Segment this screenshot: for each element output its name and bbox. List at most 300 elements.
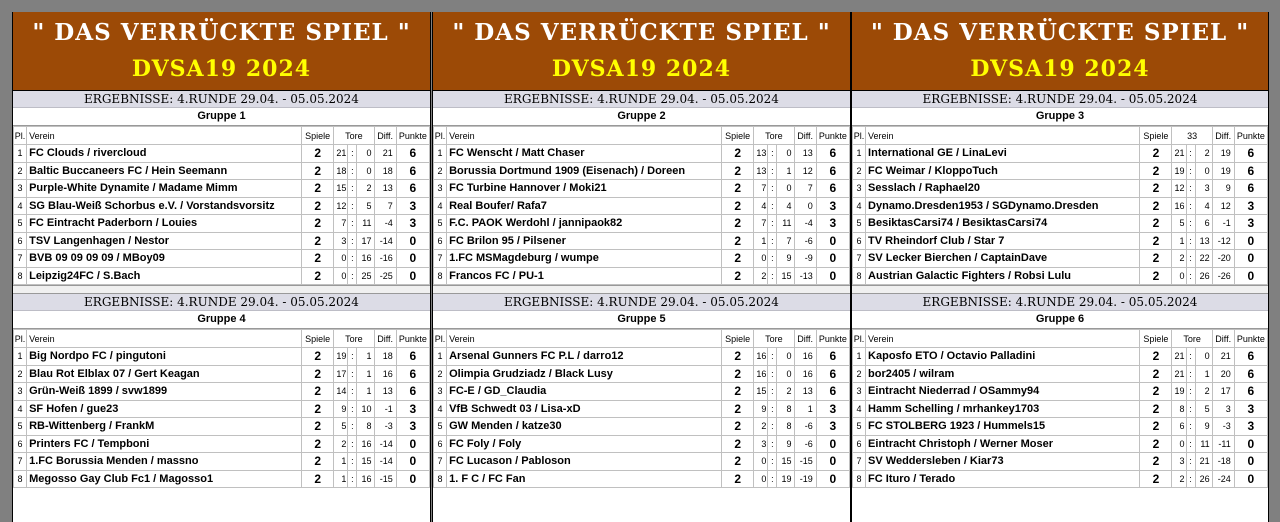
goals-against-cell: 4	[777, 197, 794, 215]
goals-for-cell: 2	[334, 435, 348, 453]
goals-against-cell: 25	[357, 267, 374, 285]
standings-table	[852, 126, 1268, 285]
goals-against-cell: 11	[1195, 435, 1212, 453]
col-header-diff: Diff.	[794, 330, 816, 348]
team-cell: Austrian Galactic Fighters / Robsi Lulu	[866, 267, 1140, 285]
diff-cell: 16	[794, 365, 816, 383]
goals-against-cell: 8	[357, 418, 374, 436]
goals-colon: :	[1186, 435, 1195, 453]
table-row	[14, 145, 430, 163]
points-cell: 3	[1234, 197, 1267, 215]
goals-colon: :	[348, 197, 357, 215]
points-cell: 3	[1234, 215, 1267, 233]
diff-cell: -9	[794, 250, 816, 268]
goals-against-cell: 16	[357, 250, 374, 268]
table-row	[853, 365, 1268, 383]
goals-colon: :	[768, 400, 777, 418]
goals-for-cell: 7	[754, 215, 768, 233]
table-row	[853, 435, 1268, 453]
table-row	[853, 250, 1268, 268]
diff-cell: -4	[794, 215, 816, 233]
table-row	[434, 435, 850, 453]
points-cell: 3	[816, 400, 849, 418]
goals-for-cell: 1	[334, 470, 348, 488]
goals-against-cell: 13	[1195, 232, 1212, 250]
team-cell: Purple-White Dynamite / Madame Mimm	[27, 180, 302, 198]
games-cell: 2	[722, 348, 754, 366]
games-cell: 2	[302, 162, 334, 180]
team-cell: F.C. PAOK Werdohl / jannipaok82	[447, 215, 722, 233]
team-cell: FC Wenscht / Matt Chaser	[447, 145, 722, 163]
col-header-spiele: Spiele	[722, 330, 754, 348]
banner	[13, 12, 430, 91]
banner-title: " DAS VERRÜCKTE SPIEL "	[452, 19, 831, 46]
col-header-diff: Diff.	[374, 330, 396, 348]
table-row	[434, 162, 850, 180]
rank-cell: 3	[14, 180, 27, 198]
banner-subtitle: DVSA19 2024	[131, 56, 312, 82]
points-cell: 6	[816, 145, 849, 163]
rank-cell: 4	[14, 400, 27, 418]
goals-against-cell: 2	[357, 180, 374, 198]
goals-for-cell: 15	[334, 180, 348, 198]
points-cell: 6	[1234, 383, 1267, 401]
goals-against-cell: 22	[1195, 250, 1212, 268]
goals-against-cell: 2	[1195, 383, 1212, 401]
goals-against-cell: 4	[1195, 197, 1212, 215]
goals-for-cell: 19	[1172, 383, 1186, 401]
games-cell: 2	[302, 267, 334, 285]
diff-cell: 9	[1212, 180, 1234, 198]
goals-colon: :	[768, 162, 777, 180]
goals-colon: :	[348, 453, 357, 471]
goals-against-cell: 3	[1195, 180, 1212, 198]
goals-colon: :	[348, 162, 357, 180]
col-header-diff: Diff.	[1212, 127, 1234, 145]
diff-cell: -6	[794, 435, 816, 453]
team-cell: Real Boufer/ Rafa7	[447, 197, 722, 215]
table-row	[14, 250, 430, 268]
diff-cell: 7	[374, 197, 396, 215]
table-header-row	[434, 127, 850, 145]
team-cell: Leipzig24FC / S.Bach	[27, 267, 302, 285]
goals-colon: :	[348, 383, 357, 401]
goals-for-cell: 0	[754, 453, 768, 471]
table-row	[853, 267, 1268, 285]
team-cell: Francos FC / PU-1	[447, 267, 722, 285]
table-row	[14, 215, 430, 233]
diff-cell: 19	[1212, 145, 1234, 163]
games-cell: 2	[1140, 365, 1172, 383]
table-row	[14, 435, 430, 453]
goals-against-cell: 2	[1195, 145, 1212, 163]
rank-cell: 6	[853, 232, 866, 250]
col-header-pl: Pl.	[434, 127, 447, 145]
games-cell: 2	[302, 145, 334, 163]
points-cell: 6	[816, 348, 849, 366]
games-cell: 2	[302, 453, 334, 471]
games-cell: 2	[1140, 232, 1172, 250]
games-cell: 2	[302, 215, 334, 233]
goals-colon: :	[1186, 453, 1195, 471]
goals-against-cell: 1	[1195, 365, 1212, 383]
goals-against-cell: 15	[777, 267, 794, 285]
points-cell: 6	[396, 365, 429, 383]
goals-for-cell: 0	[1172, 267, 1186, 285]
goals-colon: :	[768, 180, 777, 198]
games-cell: 2	[722, 418, 754, 436]
team-cell: FC Ituro / Terado	[866, 470, 1140, 488]
standings-table	[13, 329, 430, 488]
col-header-punkte: Punkte	[396, 127, 429, 145]
rank-cell: 7	[853, 453, 866, 471]
points-cell: 0	[396, 250, 429, 268]
table-row	[434, 418, 850, 436]
goals-colon: :	[1186, 162, 1195, 180]
col-header-diff: Diff.	[794, 127, 816, 145]
goals-for-cell: 19	[334, 348, 348, 366]
diff-cell: 0	[794, 197, 816, 215]
rank-cell: 5	[853, 215, 866, 233]
rank-cell: 5	[853, 418, 866, 436]
col-header-verein: Verein	[27, 127, 302, 145]
goals-for-cell: 9	[334, 400, 348, 418]
goals-colon: :	[348, 400, 357, 418]
goals-colon: :	[768, 470, 777, 488]
diff-cell: -20	[1212, 250, 1234, 268]
col-header-verein: Verein	[866, 127, 1140, 145]
rank-cell: 3	[434, 180, 447, 198]
goals-for-cell: 3	[334, 232, 348, 250]
games-cell: 2	[302, 197, 334, 215]
diff-cell: -15	[794, 453, 816, 471]
table-header-row	[14, 127, 430, 145]
points-cell: 6	[1234, 348, 1267, 366]
diff-cell: 20	[1212, 365, 1234, 383]
points-cell: 6	[816, 162, 849, 180]
diff-cell: -16	[374, 250, 396, 268]
diff-cell: 7	[794, 180, 816, 198]
rank-cell: 4	[853, 197, 866, 215]
rank-cell: 7	[14, 453, 27, 471]
rank-cell: 2	[853, 365, 866, 383]
rank-cell: 1	[14, 348, 27, 366]
goals-against-cell: 9	[777, 250, 794, 268]
points-cell: 0	[396, 470, 429, 488]
games-cell: 2	[302, 180, 334, 198]
games-cell: 2	[722, 383, 754, 401]
games-cell: 2	[302, 348, 334, 366]
points-cell: 6	[396, 145, 429, 163]
rank-cell: 8	[434, 470, 447, 488]
goals-for-cell: 1	[1172, 232, 1186, 250]
team-cell: Arsenal Gunners FC P.L / darro12	[447, 348, 722, 366]
goals-colon: :	[768, 418, 777, 436]
diff-cell: -14	[374, 453, 396, 471]
team-cell: FC Weimar / KloppoTuch	[866, 162, 1140, 180]
table-row	[853, 232, 1268, 250]
group-title: Gruppe 2	[433, 108, 850, 126]
round-header: ERGEBNISSE: 4.RUNDE 29.04. - 05.05.2024	[13, 294, 430, 311]
col-header-pl: Pl.	[853, 330, 866, 348]
games-cell: 2	[1140, 162, 1172, 180]
goals-against-cell: 8	[777, 418, 794, 436]
points-cell: 6	[1234, 162, 1267, 180]
goals-for-cell: 21	[334, 145, 348, 163]
games-cell: 2	[302, 418, 334, 436]
diff-cell: 17	[1212, 383, 1234, 401]
team-cell: FC-E / GD_Claudia	[447, 383, 722, 401]
group-block	[852, 294, 1268, 488]
goals-for-cell: 7	[754, 180, 768, 198]
separator	[13, 285, 430, 294]
diff-cell: -1	[1212, 215, 1234, 233]
goals-for-cell: 0	[334, 267, 348, 285]
goals-for-cell: 13	[754, 145, 768, 163]
games-cell: 2	[722, 453, 754, 471]
goals-colon: :	[348, 180, 357, 198]
goals-against-cell: 0	[777, 145, 794, 163]
diff-cell: 3	[1212, 400, 1234, 418]
rank-cell: 6	[853, 435, 866, 453]
table-row	[853, 418, 1268, 436]
games-cell: 2	[1140, 418, 1172, 436]
goals-against-cell: 16	[357, 435, 374, 453]
goals-colon: :	[348, 215, 357, 233]
table-row	[853, 383, 1268, 401]
table-row	[14, 162, 430, 180]
goals-colon: :	[348, 145, 357, 163]
goals-colon: :	[768, 435, 777, 453]
col-header-tore: Tore	[754, 330, 794, 348]
points-cell: 3	[396, 215, 429, 233]
goals-for-cell: 2	[1172, 470, 1186, 488]
standings-table	[13, 126, 430, 285]
points-cell: 3	[1234, 418, 1267, 436]
table-header-row	[14, 330, 430, 348]
diff-cell: 1	[794, 400, 816, 418]
table-row	[853, 197, 1268, 215]
diff-cell: 13	[374, 383, 396, 401]
goals-against-cell: 1	[357, 348, 374, 366]
goals-for-cell: 19	[1172, 162, 1186, 180]
games-cell: 2	[1140, 400, 1172, 418]
goals-against-cell: 5	[1195, 400, 1212, 418]
col-header-tore: Tore	[754, 127, 794, 145]
points-cell: 0	[816, 435, 849, 453]
diff-cell: -4	[374, 215, 396, 233]
diff-cell: 13	[794, 145, 816, 163]
table-header-row	[853, 330, 1268, 348]
games-cell: 2	[722, 435, 754, 453]
rank-cell: 6	[14, 435, 27, 453]
diff-cell: 21	[1212, 348, 1234, 366]
games-cell: 2	[722, 250, 754, 268]
games-cell: 2	[302, 435, 334, 453]
goals-colon: :	[768, 232, 777, 250]
table-row	[14, 180, 430, 198]
banner-title: " DAS VERRÜCKTE SPIEL "	[32, 19, 411, 46]
goals-for-cell: 12	[334, 197, 348, 215]
goals-colon: :	[1186, 383, 1195, 401]
col-header-verein: Verein	[27, 330, 302, 348]
games-cell: 2	[1140, 470, 1172, 488]
games-cell: 2	[1140, 145, 1172, 163]
goals-for-cell: 7	[334, 215, 348, 233]
games-cell: 2	[1140, 435, 1172, 453]
table-row	[14, 400, 430, 418]
rank-cell: 2	[434, 162, 447, 180]
games-cell: 2	[722, 267, 754, 285]
rank-cell: 1	[434, 348, 447, 366]
goals-for-cell: 16	[1172, 197, 1186, 215]
goals-against-cell: 11	[357, 215, 374, 233]
goals-colon: :	[1186, 400, 1195, 418]
group-title: Gruppe 3	[852, 108, 1268, 126]
diff-cell: -11	[1212, 435, 1234, 453]
rank-cell: 3	[434, 383, 447, 401]
games-cell: 2	[722, 197, 754, 215]
goals-against-cell: 17	[357, 232, 374, 250]
team-cell: TV Rheindorf Club / Star 7	[866, 232, 1140, 250]
rank-cell: 2	[14, 365, 27, 383]
col-header-tore: Tore	[1172, 330, 1212, 348]
goals-against-cell: 0	[357, 162, 374, 180]
col-header-pl: Pl.	[434, 330, 447, 348]
goals-for-cell: 2	[1172, 250, 1186, 268]
group-block	[13, 91, 430, 285]
group-title: Gruppe 6	[852, 311, 1268, 329]
team-cell: Dynamo.Dresden1953 / SGDynamo.Dresden	[866, 197, 1140, 215]
goals-against-cell: 9	[1195, 418, 1212, 436]
col-header-diff: Diff.	[1212, 330, 1234, 348]
points-cell: 3	[396, 400, 429, 418]
col-header-punkte: Punkte	[1234, 330, 1267, 348]
points-cell: 0	[816, 470, 849, 488]
points-cell: 0	[396, 435, 429, 453]
goals-against-cell: 6	[1195, 215, 1212, 233]
rank-cell: 1	[14, 145, 27, 163]
goals-for-cell: 18	[334, 162, 348, 180]
rank-cell: 5	[14, 215, 27, 233]
separator	[433, 285, 850, 294]
goals-against-cell: 0	[777, 180, 794, 198]
team-cell: Eintracht Christoph / Werner Moser	[866, 435, 1140, 453]
team-cell: FC Clouds / rivercloud	[27, 145, 302, 163]
goals-colon: :	[1186, 215, 1195, 233]
standings-table	[433, 126, 850, 285]
goals-against-cell: 0	[1195, 162, 1212, 180]
goals-colon: :	[768, 365, 777, 383]
goals-for-cell: 0	[334, 250, 348, 268]
team-cell: BVB 09 09 09 09 / MBoy09	[27, 250, 302, 268]
diff-cell: 18	[374, 162, 396, 180]
goals-for-cell: 15	[754, 383, 768, 401]
table-row	[434, 232, 850, 250]
col-header-tore: Tore	[334, 330, 374, 348]
games-cell: 2	[302, 400, 334, 418]
goals-for-cell: 2	[754, 418, 768, 436]
games-cell: 2	[302, 470, 334, 488]
round-header: ERGEBNISSE: 4.RUNDE 29.04. - 05.05.2024	[13, 91, 430, 108]
group-block	[433, 91, 850, 285]
col-header-punkte: Punkte	[1234, 127, 1267, 145]
games-cell: 2	[1140, 453, 1172, 471]
table-row	[14, 383, 430, 401]
rank-cell: 6	[434, 232, 447, 250]
games-cell: 2	[1140, 250, 1172, 268]
rank-cell: 6	[434, 435, 447, 453]
points-cell: 0	[1234, 435, 1267, 453]
points-cell: 0	[396, 232, 429, 250]
goals-colon: :	[348, 232, 357, 250]
col-header-diff: Diff.	[374, 127, 396, 145]
table-row	[14, 365, 430, 383]
group-title: Gruppe 5	[433, 311, 850, 329]
points-cell: 0	[1234, 232, 1267, 250]
rank-cell: 3	[853, 383, 866, 401]
rank-cell: 7	[14, 250, 27, 268]
rank-cell: 8	[14, 267, 27, 285]
rank-cell: 8	[853, 267, 866, 285]
table-row	[853, 453, 1268, 471]
goals-against-cell: 0	[777, 348, 794, 366]
team-cell: Kaposfo ETO / Octavio Palladini	[866, 348, 1140, 366]
rank-cell: 8	[14, 470, 27, 488]
team-cell: Baltic Buccaneers FC / Hein Seemann	[27, 162, 302, 180]
goals-for-cell: 0	[1172, 435, 1186, 453]
goals-against-cell: 0	[357, 145, 374, 163]
team-cell: FC Turbine Hannover / Moki21	[447, 180, 722, 198]
goals-colon: :	[348, 250, 357, 268]
banner-subtitle: DVSA19 2024	[970, 56, 1150, 82]
table-row	[434, 365, 850, 383]
team-cell: Eintracht Niederrad / OSammy94	[866, 383, 1140, 401]
points-cell: 0	[816, 250, 849, 268]
goals-colon: :	[768, 453, 777, 471]
goals-against-cell: 0	[1195, 348, 1212, 366]
diff-cell: -15	[374, 470, 396, 488]
goals-colon: :	[768, 267, 777, 285]
rank-cell: 3	[14, 383, 27, 401]
goals-for-cell: 14	[334, 383, 348, 401]
team-cell: Grün-Weiß 1899 / svw1899	[27, 383, 302, 401]
team-cell: bor2405 / wilram	[866, 365, 1140, 383]
points-cell: 0	[816, 232, 849, 250]
goals-for-cell: 3	[754, 435, 768, 453]
diff-cell: -14	[374, 435, 396, 453]
team-cell: SG Blau-Weiß Schorbus e.V. / Vorstandsvorsitz	[27, 197, 302, 215]
diff-cell: 18	[374, 348, 396, 366]
separator	[852, 285, 1268, 294]
table-row	[853, 215, 1268, 233]
goals-for-cell: 0	[754, 250, 768, 268]
diff-cell: -1	[374, 400, 396, 418]
points-cell: 6	[396, 180, 429, 198]
rank-cell: 2	[853, 162, 866, 180]
diff-cell: -3	[1212, 418, 1234, 436]
diff-cell: -14	[374, 232, 396, 250]
goals-against-cell: 11	[777, 215, 794, 233]
rank-cell: 4	[14, 197, 27, 215]
points-cell: 6	[816, 383, 849, 401]
diff-cell: 21	[374, 145, 396, 163]
panel-left	[12, 12, 431, 522]
goals-colon: :	[348, 418, 357, 436]
goals-for-cell: 17	[334, 365, 348, 383]
table-row	[434, 348, 850, 366]
team-cell: FC Foly / Foly	[447, 435, 722, 453]
